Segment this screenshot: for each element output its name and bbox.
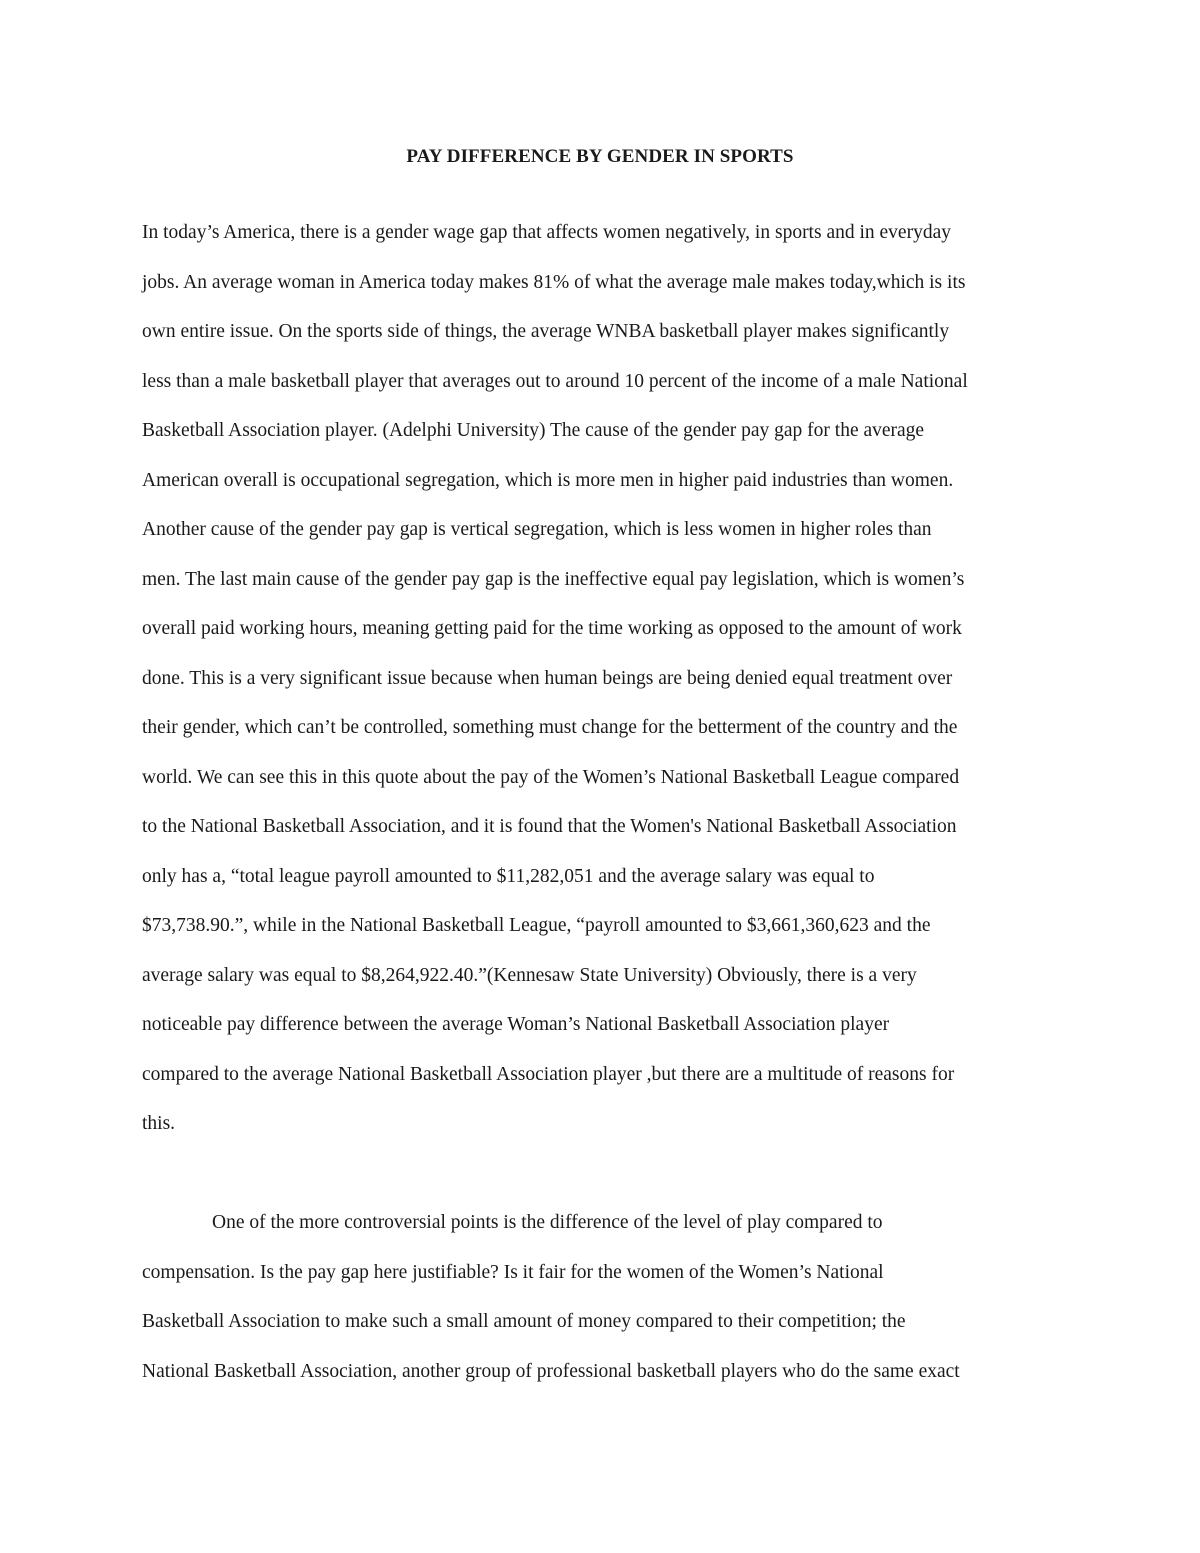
- paragraph-line: noticeable pay difference between the average Woman’s National Basketball Association player: [142, 1014, 890, 1035]
- paragraph-line: Another cause of the gender pay gap is vertical segregation, which is less women in higher roles than: [142, 519, 932, 540]
- paragraph-line: only has a, “total league payroll amounted to $11,282,051 and the average salary was equal to: [142, 866, 875, 887]
- paragraph-line: jobs. An average woman in America today makes 81% of what the average male makes today,which is its: [142, 272, 966, 293]
- paragraph-line: $73,738.90.”, while in the National Basketball League, “payroll amounted to $3,661,360,623 and the: [142, 915, 931, 936]
- paragraph-line: their gender, which can’t be controlled, something must change for the betterment of the country and the: [142, 717, 958, 738]
- paragraph-line: less than a male basketball player that averages out to around 10 percent of the income of a male National: [142, 371, 968, 392]
- paragraph-line: One of the more controversial points is the difference of the level of play compared to: [212, 1212, 883, 1233]
- document-title: PAY DIFFERENCE BY GENDER IN SPORTS: [406, 146, 794, 167]
- paragraph-line: Basketball Association to make such a small amount of money compared to their competition; the: [142, 1311, 906, 1332]
- paragraph-line: to the National Basketball Association, and it is found that the Women's National Basketball Association: [142, 816, 957, 837]
- paragraph-line: National Basketball Association, another group of professional basketball players who do the same exact: [142, 1361, 960, 1382]
- paragraph-line: In today’s America, there is a gender wage gap that affects women negatively, in sports and in everyday: [142, 222, 951, 243]
- paragraph-line: overall paid working hours, meaning getting paid for the time working as opposed to the amount of work: [142, 618, 962, 639]
- paragraph-line: compensation. Is the pay gap here justifiable? Is it fair for the women of the Women’s National: [142, 1262, 884, 1283]
- paragraph-line: American overall is occupational segregation, which is more men in higher paid industries than women.: [142, 470, 954, 491]
- paragraph-line: done. This is a very significant issue because when human beings are being denied equal treatment over: [142, 668, 953, 689]
- paragraph-line: men. The last main cause of the gender pay gap is the ineffective equal pay legislation, which is women’s: [142, 569, 965, 590]
- paragraph-line: world. We can see this in this quote about the pay of the Women’s National Basketball League compared: [142, 767, 960, 788]
- paragraph-line: Basketball Association player. (Adelphi University) The cause of the gender pay gap for the average: [142, 420, 925, 441]
- paragraph-line: average salary was equal to $8,264,922.40.”(Kennesaw State University) Obviously, there is a very: [142, 965, 917, 986]
- paragraph-line: this.: [142, 1113, 176, 1134]
- paragraph-line: compared to the average National Basketball Association player ,but there are a multitude of reasons for: [142, 1064, 955, 1085]
- paragraph-line: own entire issue. On the sports side of things, the average WNBA basketball player makes significantly: [142, 321, 950, 342]
